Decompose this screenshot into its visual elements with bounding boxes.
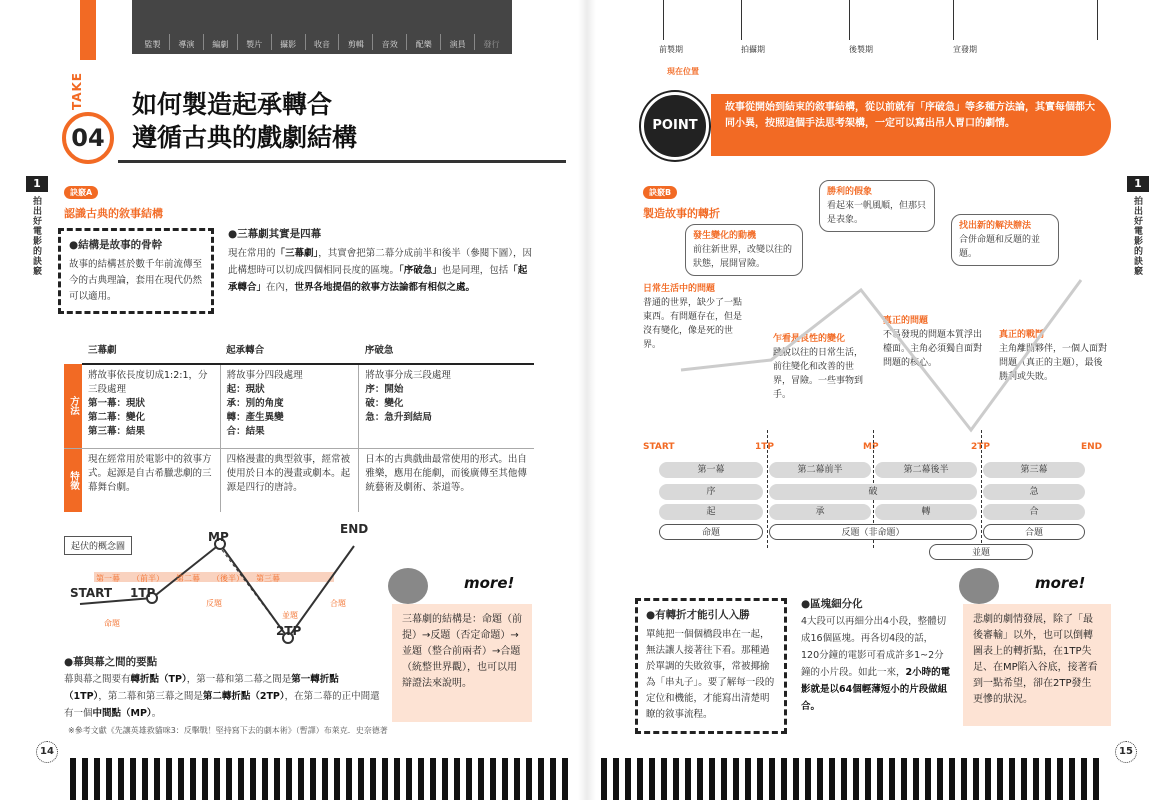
page-number: 14	[36, 741, 58, 763]
skeleton-box	[58, 228, 214, 314]
chapter-title: 拍出好電影的訣竅	[31, 196, 41, 276]
tab-distribution: 發行	[483, 40, 500, 49]
table-cell: 現在經常用於電影中的敘事方式。起源是自古希臘悲劇的三幕舞台劇。	[88, 453, 212, 493]
arc-line	[80, 544, 354, 638]
tab-camera: 攝影	[280, 40, 297, 49]
note-benign-change: 乍看是良性的變化 跳脫以往的日常生活，前往變化和改善的世界，冒險。一些事物到手。	[773, 334, 864, 400]
character-avatar	[959, 568, 999, 604]
tab-producer: 監製	[144, 40, 161, 49]
table-header: 起承轉合	[220, 340, 359, 364]
table-header: 三幕劇	[82, 340, 220, 364]
block-section: ●區塊細分化 4大段可以再細分出4小段，整體切成16個區塊。再各切4段的話，120分鐘的電影可看成許多1~2分鐘的小片段。如此一來，2小時的電影就是以64個輕薄短小的片段做組合。	[801, 598, 951, 712]
tab-editing: 剪輯	[347, 40, 364, 49]
row-act2a: 第二幕前半	[769, 462, 871, 478]
concept-1tp: 1TP	[130, 586, 156, 600]
title-line-1: 如何製造起承轉合	[132, 90, 333, 119]
concept-acts: 第一幕 （前半） 第二幕 （後半） 第三幕	[96, 574, 280, 583]
row-parallel: 並題	[929, 544, 1033, 560]
word-parallel: 並題	[282, 611, 298, 620]
title-line-2: 遵循古典的戲劇結構	[132, 123, 358, 152]
row-act1: 第一幕	[659, 462, 763, 478]
more-title: more!	[464, 574, 515, 592]
row-jo: 序	[659, 484, 763, 500]
character-avatar	[388, 568, 428, 604]
table-cell: 日本的古典戲曲最常使用的形式。出自雅樂，應用在能劇，而後廣傳至其他傳統藝術及劇術、茶道等。	[359, 448, 534, 512]
section-title: 認識古典的敘事結構	[64, 207, 163, 220]
note-victory-illusion: 勝利的假象 看起來一帆風順，但那只是表象。	[819, 180, 935, 232]
row-ketsu: 合	[983, 504, 1085, 520]
tab-writer: 編劇	[212, 40, 229, 49]
note-daily-problem: 日常生活中的問題 普通的世界，缺少了一點東西。有問題存在，但是沒有變化，像是死的世界。	[643, 284, 743, 350]
chapter-number: 1	[26, 176, 48, 192]
tab-production: 製片	[246, 40, 263, 49]
row-antithesis: 反題（非命題）	[769, 524, 977, 540]
points-heading: ●幕與幕之間的要點	[64, 656, 158, 668]
concept-2tp: 2TP	[276, 624, 302, 638]
row-thesis: 命題	[659, 524, 763, 540]
row-label-method: 方法	[64, 364, 82, 448]
row-ki: 起	[659, 504, 763, 520]
table-cell: 將故事分成三段處理 序：開始 破：變化 急：急升到結局	[359, 364, 534, 448]
word-antithesis: 反題	[206, 599, 222, 608]
table-cell: 將故事分四段處理 起：現狀 承：別的角度 轉：產生異變 合：結果	[220, 364, 359, 448]
points-text: 幕與幕之間要有轉折點（TP），第一幕和第二幕之間是第一轉折點（1TP），第二幕和第三幕之間是第二轉折點（2TP），在第二幕的正中間還有一個中間點（MP）。	[64, 674, 380, 719]
take-label: TAKE	[70, 72, 84, 111]
row-sho: 承	[769, 504, 871, 520]
title-underline	[118, 160, 566, 163]
tip-tag: 訣竅A	[64, 186, 98, 199]
point-text: 故事從開始到結束的敘事結構，從以前就有「序破急」等多種方法論，其實每個都大同小異，按照這個手法思考架構，一定可以寫出吊人胃口的劇情。	[711, 94, 1111, 156]
comparison-table	[64, 340, 534, 512]
concept-label: 起伏的概念圖	[64, 536, 132, 555]
tip-tag: 訣竅B	[643, 186, 677, 199]
row-act3: 第三幕	[983, 462, 1085, 478]
film-strip	[601, 758, 1101, 800]
table-cell: 四格漫畫的典型敘事，經常被使用於日本的漫畫或劇本。起源是四行的唐詩。	[220, 448, 359, 512]
chapter-number: 1	[1127, 176, 1149, 192]
tab-sfx: 音效	[381, 40, 398, 49]
timeline-labels: 前製期 拍攝期 後製期 宣發期	[659, 45, 977, 54]
chapter-title: 拍出好電影的訣竅	[1132, 196, 1142, 276]
skeleton-text: 故事的結構甚於數千年前流傳至今的古典理論，套用在現代仍然可以適用。	[69, 259, 203, 302]
row-kyu: 急	[983, 484, 1085, 500]
skeleton-heading: ●結構是故事的骨幹	[69, 239, 163, 251]
current-position: 現在位置	[667, 67, 699, 76]
three-act-section	[228, 226, 534, 296]
note-real-battle: 真正的戰鬥 主角離開夥伴，一個人面對問題（真正的主題），最後勝利或失敗。	[999, 330, 1108, 382]
point-badge: POINT	[641, 92, 709, 160]
tab-music: 配樂	[415, 40, 432, 49]
note-real-problem: 真正的問題 不易發現的問題本質浮出檯面。主角必須獨自面對問題的核心。	[883, 316, 983, 368]
table-header: 序破急	[359, 340, 534, 364]
film-strip	[70, 758, 570, 800]
section-a	[64, 180, 163, 221]
take-number: 04	[62, 112, 114, 164]
row-synthesis: 合題	[983, 524, 1085, 540]
right-page: 前製期 拍攝期 後製期 宣發期 現在位置 POINT 故事從開始到結束的敘事結構，從以前就有「序破急」等多種方法論，其實每個都大同小異，按照這個手法思考架構，一定可以寫出吊人胃口的劇情。 1 拍出好電影的訣竅 訣竅B 製造故事的轉折 勝利的假象 看起來一帆風順，但那只是表象。 找出新的解決辦法 合併命題和反題的並題。 發生變化的動機 前往新世界，改變以往的狀態，展開冒險。 日常生活中的問題 普通的世界，缺少了一點東西。有問題存在，但是沒有變化，像是死的世界。 乍看是良性的變化 跳脫以往的日常生活，前往變化和改善的世界，冒險。一些事物到手。 真正的問題 不易發現的問題本質浮出檯面。主角必須獨自面對問題的核心。 真正的戰鬥 主角離開夥伴，一個人面對問題（真正的主題），最後勝利或失敗。 START 1TP MP 2TP END 第一幕 第二幕前半 第二幕後半 第三幕 序 破 急 起 承 轉 合 命題 反題（非命題） 合題 並題 ●有轉折才能引人入勝 單純把一個個橋段串在一起，無法讓人接著往下看。那種過於單調的失敗敘事，常被揶揄為「串丸子」。要了解每一段的定位和機能，才能寫出清楚明瞭的敘事流程。 ●區塊細分化 4大段可以再細分出4小段，整體切成16個區塊。再各切4段的話，120分鐘的電影可看成許多1~2分鐘的小片段。如此一來，2小時的電影就是以64個輕薄短小的片段做組合。 more! 悲劇的劇情發展，除了「最後審輸」以外，也可以倒轉圖表上的轉折點，在1TP失足、在MP陷入谷底，接著看到一點希望，卻在2TP發生更慘的狀況。 15	[587, 0, 1174, 800]
bg-arc	[641, 260, 1121, 450]
concept-mp: MP	[208, 530, 229, 544]
more-title: more!	[1035, 574, 1086, 592]
row-ha: 破	[769, 484, 977, 500]
section-title: 製造故事的轉折	[643, 207, 720, 220]
three-act-text: 現在常用的「三幕劇」，其實會把第二幕分成前半和後半（參閱下圖），因此構想時可以切成四個相同長度的區塊。「序破急」也是同理，包括「起承轉合」在內，世界各地提倡的敘事方法論都有相似之處。	[228, 248, 533, 293]
row-ten: 轉	[875, 504, 977, 520]
word-thesis: 命題	[104, 619, 120, 628]
role-tabs	[132, 0, 512, 54]
note-new-solution: 找出新的解決辦法 合併命題和反題的並題。	[951, 214, 1059, 266]
concept-end: END	[340, 522, 369, 536]
twist-box: ●有轉折才能引人入勝 單純把一個個橋段串在一起，無法讓人接著往下看。那種過於單調的失敗敘事，常被揶揄為「串丸子」。要了解每一段的定位和機能，才能寫出清楚明瞭的敘事流程。	[635, 598, 787, 734]
more-box: 悲劇的劇情發展，除了「最後審輸」以外，也可以倒轉圖表上的轉折點，在1TP失足、在MP陷入谷底，接著看到一點希望，卻在2TP發生更慘的狀況。	[963, 604, 1111, 726]
page-number: 15	[1115, 741, 1137, 763]
three-act-heading: ●三幕劇其實是四幕	[228, 228, 322, 240]
dashed-arrow	[222, 550, 282, 630]
page-title	[132, 88, 357, 154]
more-box: 三幕劇的結構是：命題（前提）→反題（否定命題）→並題（整合前兩者）→合題（統整世界觀），也可以用辯證法來說明。	[392, 604, 532, 722]
tab-actor: 演員	[449, 40, 466, 49]
row-label-feature: 特徵	[64, 448, 82, 512]
concept-start: START	[70, 586, 113, 600]
header-accent-bar	[80, 0, 96, 60]
points-section	[64, 654, 380, 722]
table-cell: 將故事依長度切成1:2:1，分三段處理 第一幕：現狀 第二幕：變化 第三幕：結果	[82, 364, 220, 448]
row-act2b: 第二幕後半	[875, 462, 977, 478]
note-change-motive: 發生變化的動機 前往新世界，改變以往的狀態，展開冒險。	[685, 224, 803, 276]
tab-sound: 收音	[313, 40, 330, 49]
section-b	[643, 180, 720, 221]
timeline	[649, 0, 1111, 40]
reference-note: ※參考文獻《先讓英雄救貓咪3：反擊戰！堅持寫下去的劇本術》（暫譯）布萊克．史奈德著	[68, 726, 388, 735]
word-synthesis: 合題	[330, 599, 346, 608]
tab-director: 導演	[178, 40, 195, 49]
